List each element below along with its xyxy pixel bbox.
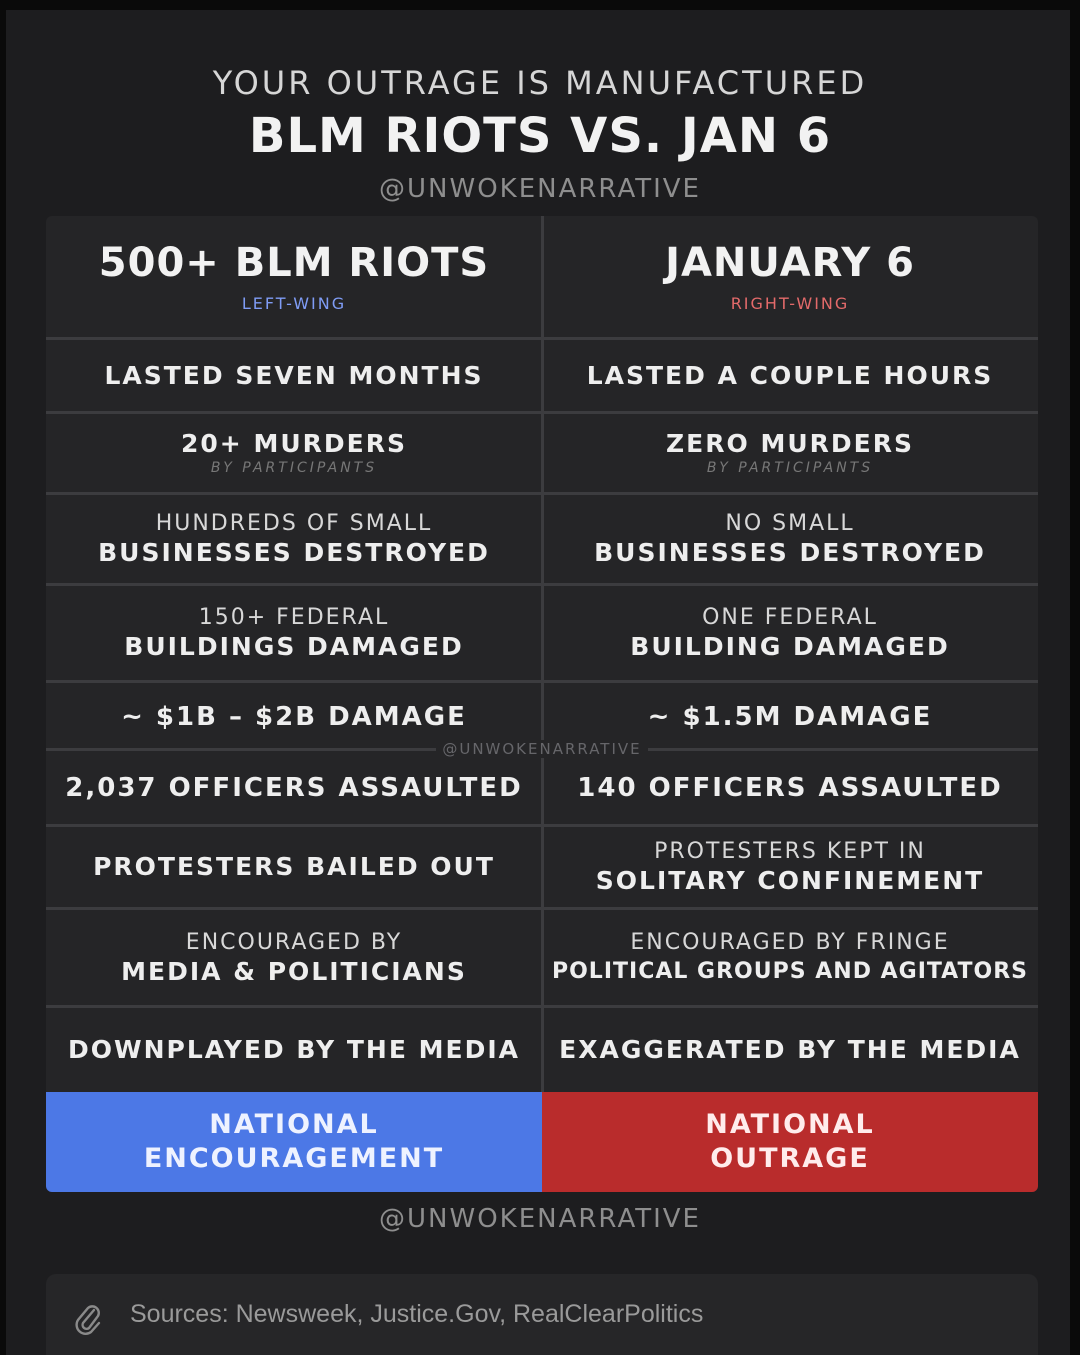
national-encouragement-banner — [46, 1092, 542, 1192]
handle-top: @UNWOKENARRATIVE — [379, 174, 701, 204]
sources-text: Sources: Newsweek, Justice.Gov, RealClearPolitics — [130, 1300, 704, 1328]
row-8-right-line2: POLITICAL GROUPS AND AGITATORS — [551, 958, 1028, 984]
left-wing-tag: LEFT-WING — [241, 293, 347, 313]
row-5-left: ~ $1B – $2B DAMAGE — [121, 702, 467, 732]
row-6-right: 140 OFFICERS ASSAULTED — [577, 773, 1003, 803]
right-wing-tag: RIGHT-WING — [730, 293, 850, 313]
row-4-right-line1: ONE FEDERAL — [702, 605, 878, 630]
row-1-left: LASTED SEVEN MONTHS — [104, 360, 484, 390]
row-3-left-line1: HUNDREDS OF SMALL — [155, 511, 433, 536]
table-row — [46, 1008, 1038, 1092]
row-3-right-line2: BUSINESSES DESTROYED — [594, 538, 986, 567]
verdict-right-line2: OUTRAGE — [710, 1143, 870, 1174]
row-4-left-line2: BUILDINGS DAMAGED — [124, 632, 464, 661]
left-column-header — [46, 216, 542, 336]
comparison-table — [46, 216, 1038, 1192]
national-outrage-banner — [542, 1092, 1038, 1192]
row-7-right-line2: SOLITARY CONFINEMENT — [595, 866, 985, 895]
row-3-left-line2: BUSINESSES DESTROYED — [98, 538, 490, 567]
row-1-right: LASTED A COUPLE HOURS — [586, 360, 994, 390]
row-4-right-line2: BUILDING DAMAGED — [630, 632, 950, 661]
row-9-right: EXAGGERATED BY THE MEDIA — [559, 1035, 1021, 1064]
left-column-title: 500+ BLM RIOTS — [98, 239, 490, 286]
table-row — [46, 752, 1038, 824]
verdict-right-line1: NATIONAL — [705, 1109, 875, 1140]
row-2-right: ZERO MURDERS — [666, 429, 914, 458]
watermark-mid-text: @UNWOKENARRATIVE — [436, 740, 647, 758]
kicker: YOUR OUTRAGE IS MANUFACTURED — [212, 64, 868, 102]
row-4-left-line1: 150+ FEDERAL — [198, 605, 390, 630]
verdict-left-line1: NATIONAL — [209, 1109, 379, 1140]
row-2-left: 20+ MURDERS — [181, 429, 407, 458]
row-2-right-sub: BY PARTICIPANTS — [706, 460, 874, 476]
right-column-header — [542, 216, 1038, 336]
page-title: BLM RIOTS VS. JAN 6 — [248, 108, 832, 164]
sources-bar — [46, 1274, 1038, 1355]
table-row — [46, 910, 1038, 1005]
row-8-left-line1: ENCOURAGED BY — [185, 929, 403, 955]
table-row — [46, 495, 1038, 583]
column-header-row — [46, 216, 1038, 336]
table-row — [46, 827, 1038, 907]
row-3-right-line1: NO SMALL — [725, 511, 855, 536]
row-9-left: DOWNPLAYED BY THE MEDIA — [68, 1035, 520, 1064]
paperclip-icon — [74, 1302, 102, 1336]
row-7-right-line1: PROTESTERS KEPT IN — [654, 839, 926, 864]
row-8-right-line1: ENCOURAGED BY FRINGE — [630, 929, 950, 955]
handle-bottom: @UNWOKENARRATIVE — [379, 1204, 701, 1234]
row-7-left: PROTESTERS BAILED OUT — [93, 852, 495, 881]
table-row — [46, 340, 1038, 411]
table-row — [46, 586, 1038, 680]
row-6-left: 2,037 OFFICERS ASSAULTED — [65, 773, 523, 803]
verdict-left-line2: ENCOURAGEMENT — [143, 1143, 445, 1174]
table-row — [46, 414, 1038, 492]
row-8-left-line2: MEDIA & POLITICIANS — [121, 956, 467, 986]
verdict-row — [46, 1092, 1038, 1192]
row-5-right: ~ $1.5M DAMAGE — [647, 702, 933, 732]
row-2-left-sub: BY PARTICIPANTS — [210, 460, 378, 476]
right-column-title: JANUARY 6 — [665, 239, 915, 286]
